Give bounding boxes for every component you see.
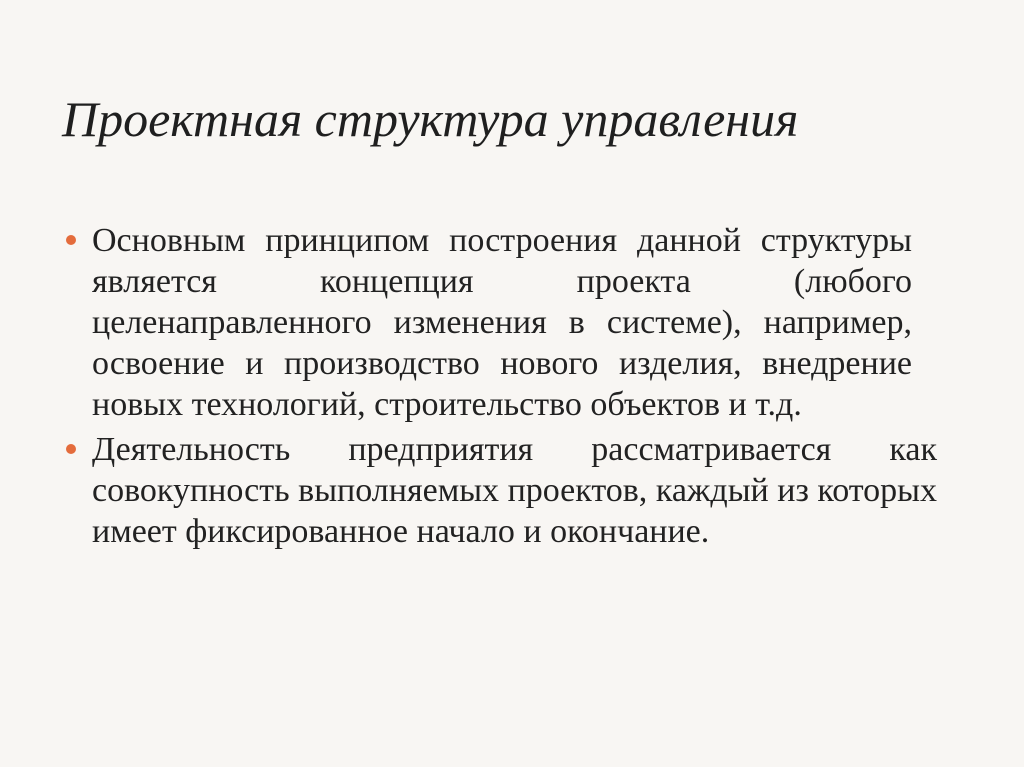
bullet-list — [62, 220, 937, 556]
slide-title: Проектная структура управления — [62, 91, 799, 147]
bullet-text: Деятельность предприятия рассматривается как совокупность выполняемых проектов, каждый из которых имеет фиксированное начало и окончание. — [92, 431, 937, 550]
bullet-item — [62, 429, 937, 552]
bullet-item — [62, 220, 912, 425]
bullet-text: Основным принципом построения данной структуры является концепция проекта (любого целенаправленного изменения в системе), например, освоение и производство нового изделия, внедрение новых технологий, строительство объектов и т.д. — [92, 222, 912, 423]
bullet-dot-icon — [66, 444, 76, 454]
bullet-dot-icon — [66, 235, 76, 245]
